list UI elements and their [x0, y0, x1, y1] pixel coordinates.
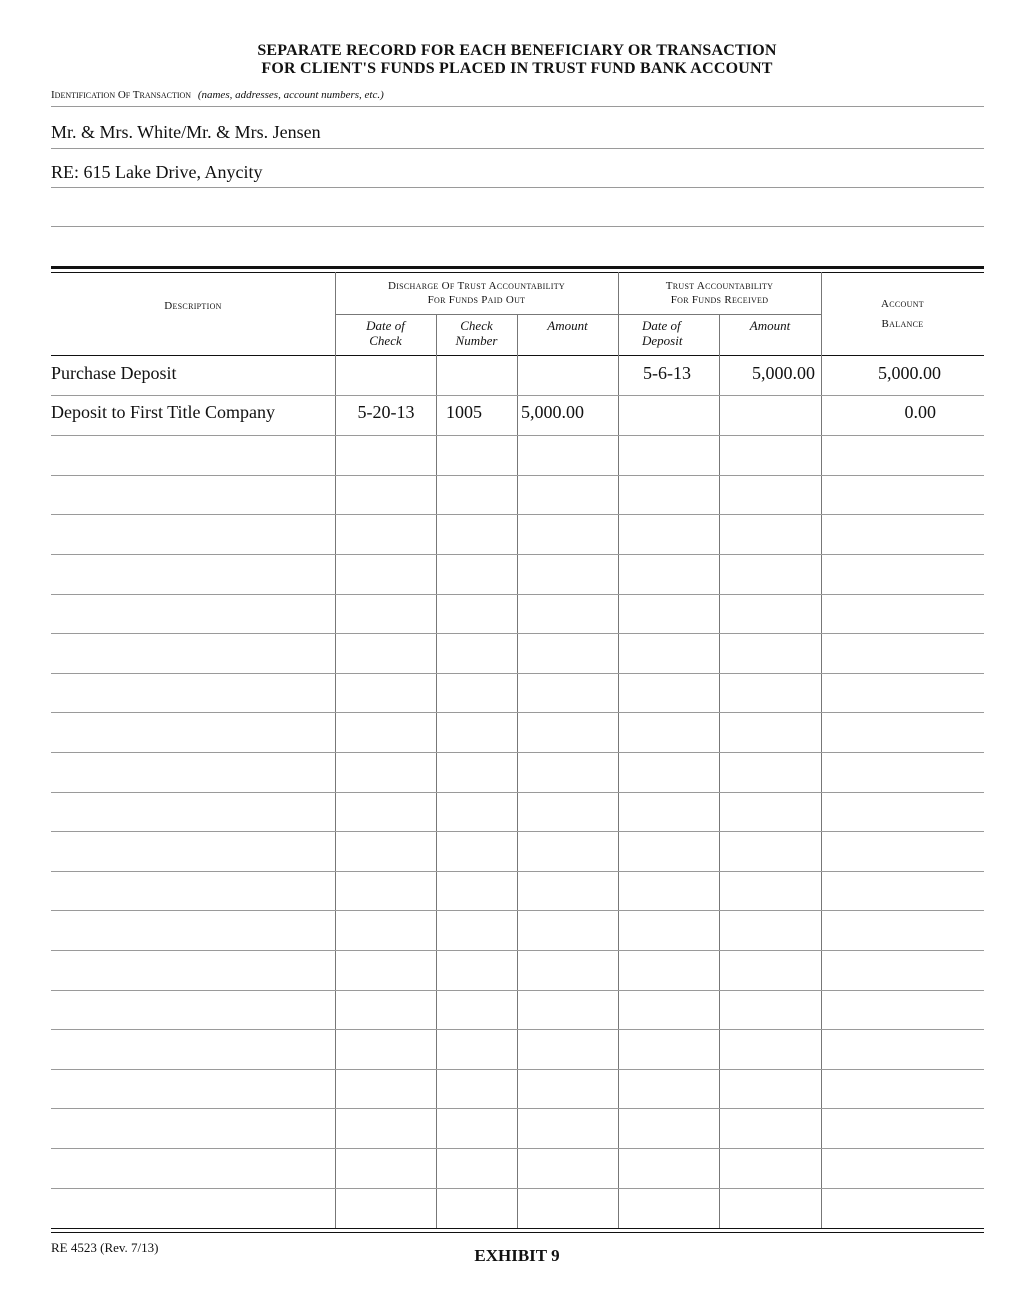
row-2-check-number: 1005: [446, 402, 482, 422]
header-discharge-group: [335, 279, 618, 307]
row-rule: [51, 1069, 984, 1070]
table-bottom-rule: [51, 1228, 984, 1229]
identification-rule: [51, 106, 984, 107]
row-rule: [51, 435, 984, 436]
row-rule: [51, 673, 984, 674]
table-top-rule: [51, 266, 984, 269]
row-rule: [51, 792, 984, 793]
header-date-of-check-line-2: Check: [369, 333, 402, 348]
header-date-of-check-line-1: Date of: [366, 318, 405, 333]
row-1-amount-in: 5,000.00: [752, 363, 815, 383]
row-rule: [51, 712, 984, 713]
header-balance-line-1: Account: [881, 298, 924, 310]
row-rule: [51, 990, 984, 991]
row-rule: [51, 475, 984, 476]
header-amount-in: Amount: [749, 318, 791, 333]
row-rule: [51, 1148, 984, 1149]
identification-label: [51, 89, 384, 101]
header-date-of-check: [335, 318, 436, 348]
row-1-balance: 5,000.00: [878, 363, 941, 383]
header-trust-line-2: For Funds Received: [670, 294, 769, 306]
row-rule: [51, 871, 984, 872]
header-check-number-line-2: Number: [455, 333, 498, 348]
row-2-balance: 0.00: [904, 402, 936, 422]
exhibit-label: EXHIBIT 9: [474, 1246, 560, 1265]
row-rule: [51, 514, 984, 515]
header-amount-out: Amount: [547, 318, 588, 333]
identification-rule: [51, 226, 984, 227]
identification-line-2: RE: 615 Lake Drive, Anycity: [51, 162, 263, 182]
column-divider: [719, 314, 720, 1228]
identification-hint: (names, addresses, account numbers, etc.): [197, 89, 384, 101]
row-rule: [51, 831, 984, 832]
header-trust-group: [618, 279, 821, 307]
column-divider: [618, 272, 619, 1228]
form-title-line-2: FOR CLIENT'S FUNDS PLACED IN TRUST FUND BANK ACCOUNT: [261, 60, 773, 77]
header-description: Description: [164, 300, 222, 312]
row-rule: [51, 633, 984, 634]
row-rule: [51, 910, 984, 911]
row-rule: [51, 395, 984, 396]
row-rule: [51, 950, 984, 951]
header-date-of-deposit-line-1: Date of: [642, 318, 681, 333]
column-divider: [436, 314, 437, 1228]
header-discharge-line-1: Discharge Of Trust Accountability: [387, 280, 566, 292]
column-divider: [335, 272, 336, 1228]
header-date-of-deposit: [618, 318, 719, 348]
identification-rule: [51, 187, 984, 188]
row-rule: [51, 594, 984, 595]
header-balance-line-2: Balance: [881, 318, 924, 330]
identification-rule: [51, 148, 984, 149]
form-number: RE 4523 (Rev. 7/13): [51, 1240, 159, 1255]
header-subdivider: [335, 314, 618, 315]
identification-label-text: Identification Of Transaction: [51, 89, 192, 101]
header-discharge-line-2: For Funds Paid Out: [427, 294, 526, 306]
row-rule: [51, 1108, 984, 1109]
row-2-description: Deposit to First Title Company: [51, 402, 276, 422]
form-title-line-1: SEPARATE RECORD FOR EACH BENEFICIARY OR TRANSACTION: [257, 42, 777, 59]
row-1-description: Purchase Deposit: [51, 363, 177, 383]
table-top-rule-thin: [51, 272, 984, 273]
header-balance: [821, 297, 984, 331]
form-title: [0, 42, 1034, 78]
column-divider: [517, 314, 518, 1228]
header-date-of-deposit-line-2: Deposit: [642, 333, 683, 348]
row-rule: [51, 1188, 984, 1189]
header-check-number: [436, 318, 517, 348]
row-2-amount-out: 5,000.00: [521, 402, 584, 422]
row-2-date-of-check: 5-20-13: [357, 402, 415, 422]
row-rule: [51, 1029, 984, 1030]
identification-line-1: Mr. & Mrs. White/Mr. & Mrs. Jensen: [51, 122, 321, 142]
table-bottom-rule: [51, 1232, 984, 1233]
row-1-date-of-deposit: 5-6-13: [643, 363, 691, 383]
header-check-number-line-1: Check: [460, 318, 493, 333]
row-rule: [51, 554, 984, 555]
row-rule: [51, 752, 984, 753]
header-trust-line-1: Trust Accountability: [665, 280, 774, 292]
